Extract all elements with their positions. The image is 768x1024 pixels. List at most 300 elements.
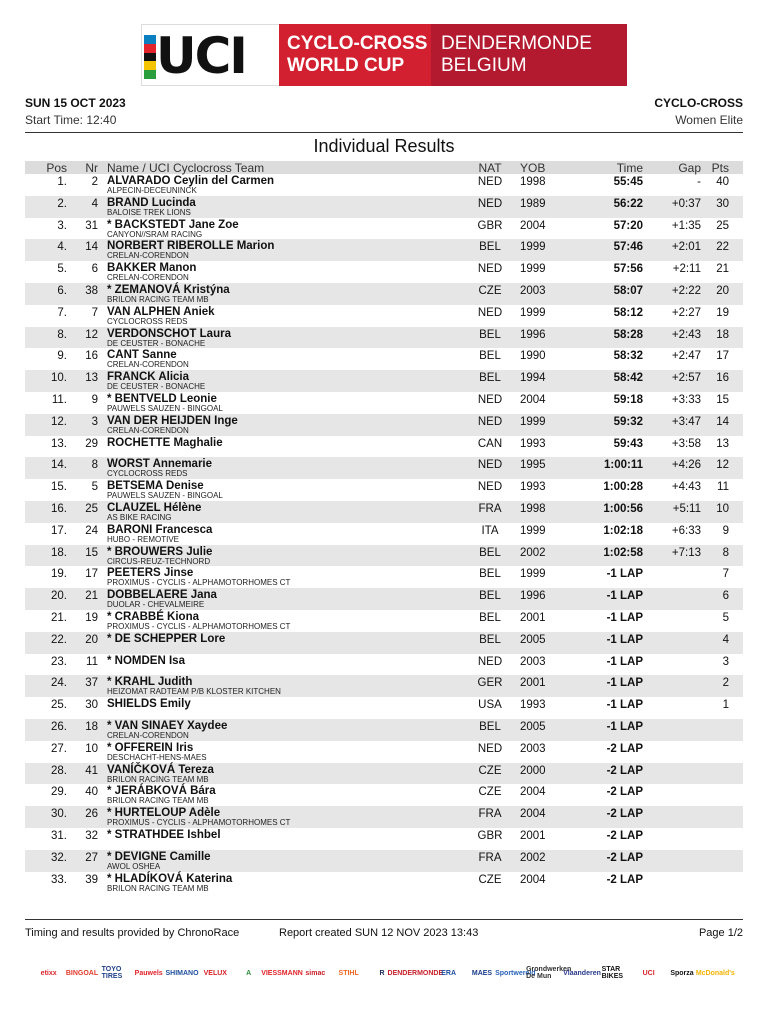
sponsor-logo: DENDERMONDE	[387, 969, 444, 977]
rider-name: * BROUWERS Julie	[107, 545, 213, 558]
rider-name: CANT Sanne	[107, 349, 177, 362]
result-time: 58:12	[613, 306, 643, 319]
result-gap: +2:57	[671, 372, 701, 385]
rider-name: BARONI Francesca	[107, 523, 213, 536]
uci-logo	[141, 24, 279, 86]
result-bib: 4	[91, 197, 98, 210]
result-time: -2 LAP	[606, 764, 643, 777]
result-time: -1 LAP	[606, 568, 643, 581]
result-pos: 26.	[51, 720, 67, 733]
sponsor-logo: McDonald's	[695, 969, 735, 977]
table-row	[25, 479, 743, 501]
result-pos: 20.	[51, 590, 67, 603]
table-row	[25, 348, 743, 370]
result-bib: 24	[85, 524, 98, 537]
result-pts: 40	[716, 176, 729, 188]
rider-name: * JERÁBKOVÁ Bára	[107, 785, 216, 798]
result-bib: 12	[85, 328, 98, 341]
result-bib: 13	[85, 372, 98, 385]
rider-name: * HLADÍKOVÁ Katerina	[107, 872, 233, 885]
result-nat: NED	[477, 481, 503, 494]
result-yob: 2002	[520, 546, 546, 559]
col-pos: Pos	[46, 161, 67, 175]
result-pos: 29.	[51, 786, 67, 799]
table-row	[25, 327, 743, 349]
table-row	[25, 392, 743, 414]
table-row	[25, 828, 743, 850]
timing-provider: Timing and results provided by ChronoRace	[25, 927, 240, 939]
result-bib: 15	[85, 546, 98, 559]
result-nat: NED	[477, 459, 503, 472]
result-yob: 2002	[520, 851, 546, 864]
result-yob: 2000	[520, 764, 546, 777]
result-nat: NED	[477, 306, 503, 319]
result-time: 55:45	[613, 176, 643, 188]
stripe-1	[144, 44, 156, 53]
result-gap: -	[697, 176, 701, 188]
result-yob: 1999	[520, 415, 546, 428]
result-nat: ITA	[481, 524, 499, 537]
result-yob: 2005	[520, 633, 546, 646]
rider-name: ROCHETTE Maghalie	[107, 436, 223, 449]
stripe-2	[144, 53, 156, 62]
result-bib: 37	[85, 677, 98, 690]
table-row	[25, 436, 743, 458]
result-bib: 29	[85, 437, 98, 450]
result-time: 58:28	[613, 328, 643, 341]
team-name: CRELAN-CORENDON	[107, 730, 189, 740]
result-yob: 1993	[520, 699, 546, 712]
result-pos: 23.	[51, 655, 67, 668]
result-time: -2 LAP	[606, 873, 643, 886]
sponsor-logo: etixx	[40, 969, 57, 977]
report-created: Report created SUN 12 NOV 2023 13:43	[279, 927, 479, 939]
result-pos: 14.	[51, 459, 67, 472]
team-name: DUOLAR - CHEVALMEIRE	[107, 600, 205, 610]
result-nat: NED	[477, 415, 503, 428]
team-name: PROXIMUS - CYCLIS - ALPHAMOTORHOMES CT	[107, 818, 291, 828]
col-gap: Gap	[678, 161, 701, 175]
table-row	[25, 610, 743, 632]
result-time: -1 LAP	[606, 611, 643, 624]
team-name: BRILON RACING TEAM MB	[107, 774, 209, 784]
result-yob: 1998	[520, 502, 546, 515]
rider-name: ALVARADO Ceylin del Carmen	[107, 175, 274, 187]
result-pos: 19.	[51, 568, 67, 581]
result-time: 1:00:56	[603, 502, 643, 515]
result-gap: +0:37	[671, 197, 701, 210]
table-row	[25, 654, 743, 676]
team-name: AWOL OSHEA	[107, 861, 161, 871]
result-bib: 11	[86, 655, 98, 668]
table-row	[25, 675, 743, 697]
sponsor-logo: MAES	[471, 969, 493, 977]
table-row	[25, 174, 743, 196]
result-pos: 18.	[51, 546, 67, 559]
sponsor-logo: Grondwerken De Mun	[526, 966, 572, 980]
team-name: CANYON//SRAM RACING	[107, 229, 203, 239]
table-row	[25, 261, 743, 283]
rider-name: * DEVIGNE Camille	[107, 850, 211, 863]
result-pos: 1.	[57, 176, 67, 188]
table-row	[25, 523, 743, 545]
sponsor-logos	[35, 962, 735, 988]
discipline: CYCLO-CROSS	[654, 96, 743, 110]
result-pos: 32.	[51, 851, 67, 864]
table-row	[25, 239, 743, 261]
result-pts: 11	[717, 481, 729, 494]
result-time: 57:56	[613, 263, 643, 276]
result-gap: +2:22	[671, 284, 701, 297]
result-pos: 22.	[51, 633, 67, 646]
team-name: CYCLOCROSS REDS	[107, 316, 188, 326]
result-gap: +4:26	[671, 459, 701, 472]
rider-name: BETSEMA Denise	[107, 480, 204, 493]
team-name: DE CEUSTER - BONACHE	[107, 382, 206, 392]
result-bib: 18	[85, 720, 98, 733]
result-bib: 2	[91, 176, 98, 188]
result-pos: 33.	[51, 873, 67, 886]
result-pts: 21	[716, 263, 729, 276]
table-row	[25, 741, 743, 763]
team-name: HUBO - REMOTIVE	[107, 534, 180, 544]
footer-divider	[25, 919, 743, 920]
page-number: Page 1/2	[698, 927, 743, 939]
rider-name: VAN DER HEIJDEN Inge	[107, 414, 238, 427]
result-yob: 2004	[520, 219, 546, 232]
result-bib: 27	[85, 851, 98, 864]
result-pts: 16	[716, 372, 729, 385]
result-bib: 25	[85, 502, 98, 515]
result-yob: 1999	[520, 241, 546, 254]
result-bib: 16	[85, 350, 98, 363]
table-row	[25, 218, 743, 240]
result-yob: 1993	[520, 481, 546, 494]
event-banner	[141, 24, 627, 86]
race-date: SUN 15 OCT 2023	[25, 96, 126, 110]
team-name: CRELAN-CORENDON	[107, 425, 189, 435]
result-time: -1 LAP	[606, 699, 643, 712]
result-bib: 30	[85, 699, 98, 712]
result-yob: 1996	[520, 328, 546, 341]
result-yob: 1999	[520, 306, 546, 319]
results-table	[25, 174, 743, 893]
team-name: DE CEUSTER - BONACHE	[107, 338, 206, 348]
rider-name: VANÍČKOVÁ Tereza	[107, 763, 214, 776]
result-nat: NED	[477, 393, 503, 406]
rider-name: * ZEMANOVÁ Kristýna	[107, 283, 230, 296]
sponsor-logo: Sporza	[670, 969, 694, 977]
sponsor-logo: ERA	[441, 969, 457, 977]
sponsor-logo: STIHL	[338, 969, 359, 977]
result-nat: FRA	[478, 808, 502, 821]
result-pos: 13.	[51, 437, 67, 450]
table-row	[25, 370, 743, 392]
team-name: PAUWELS SAUZEN - BINGOAL	[107, 491, 223, 501]
table-row	[25, 457, 743, 479]
result-nat: BEL	[479, 568, 501, 581]
category: Women Elite	[675, 113, 743, 127]
result-nat: BEL	[479, 546, 501, 559]
result-time: 56:22	[613, 197, 643, 210]
result-time: -2 LAP	[606, 851, 643, 864]
result-yob: 2004	[520, 786, 546, 799]
result-yob: 1998	[520, 176, 546, 188]
result-nat: NED	[477, 742, 503, 755]
event-name	[279, 24, 431, 86]
result-time: 59:32	[613, 415, 643, 428]
result-time: 59:43	[613, 437, 643, 450]
result-bib: 21	[85, 590, 98, 603]
result-pos: 27.	[51, 742, 67, 755]
result-pts: 3	[722, 655, 729, 668]
result-bib: 41	[85, 764, 98, 777]
result-nat: FRA	[478, 502, 502, 515]
result-pos: 15.	[51, 481, 67, 494]
table-row	[25, 806, 743, 828]
result-pos: 17.	[51, 524, 67, 537]
page-title: Individual Results	[313, 136, 455, 156]
team-name: ALPECIN-DECEUNINCK	[107, 186, 197, 195]
result-bib: 10	[85, 742, 98, 755]
uci-logo-text: UCI	[156, 27, 246, 85]
sponsor-logo: BINGOAL	[65, 969, 99, 977]
rider-name: NORBERT RIBEROLLE Marion	[107, 240, 275, 253]
result-pos: 16.	[51, 502, 67, 515]
result-pos: 2.	[57, 197, 67, 210]
result-time: -1 LAP	[606, 590, 643, 603]
result-time: -2 LAP	[606, 786, 643, 799]
col-yob: YOB	[520, 161, 546, 175]
result-gap: +2:01	[671, 241, 701, 254]
stripe-4	[144, 70, 156, 79]
result-time: 59:18	[613, 393, 643, 406]
result-gap: +2:11	[672, 263, 701, 276]
result-nat: BEL	[479, 611, 501, 624]
sponsor-logo: Sportwereld	[495, 969, 536, 977]
result-yob: 1994	[520, 372, 546, 385]
result-pts: 19	[716, 306, 729, 319]
result-yob: 1995	[520, 459, 546, 472]
event-location	[431, 24, 627, 86]
result-bib: 3	[91, 415, 98, 428]
event-line-2: WORLD CUP	[287, 55, 405, 76]
start-time: Start Time: 12:40	[25, 113, 117, 127]
result-pts: 10	[716, 502, 729, 515]
result-yob: 2004	[520, 393, 546, 406]
result-bib: 8	[91, 459, 98, 472]
result-pos: 5.	[57, 263, 67, 276]
team-name: CRELAN-CORENDON	[107, 251, 189, 261]
rider-name: WORST Annemarie	[107, 458, 213, 471]
result-time: 1:00:11	[603, 459, 643, 472]
result-pts: 14	[716, 415, 729, 428]
result-time: -2 LAP	[606, 829, 643, 842]
sponsor-logo: STAR BIKES	[601, 966, 624, 980]
sponsor-logo: Vlaanderen	[563, 969, 601, 977]
result-nat: BEL	[479, 328, 501, 341]
sponsor-logo: UCI	[642, 969, 655, 977]
result-gap: +3:33	[671, 393, 701, 406]
table-row	[25, 588, 743, 610]
result-pts: 13	[716, 437, 729, 450]
col-time: Time	[616, 161, 643, 175]
rider-name: * KRAHL Judith	[107, 676, 193, 689]
result-yob: 2004	[520, 808, 546, 821]
team-name: CRELAN-CORENDON	[107, 273, 189, 283]
result-yob: 1996	[520, 590, 546, 603]
result-nat: FRA	[478, 851, 502, 864]
table-row	[25, 719, 743, 741]
team-name: PROXIMUS - CYCLIS - ALPHAMOTORHOMES CT	[107, 578, 291, 588]
result-yob: 1993	[520, 437, 546, 450]
result-nat: CZE	[478, 873, 502, 886]
result-time: 57:46	[613, 241, 643, 254]
result-nat: BEL	[479, 350, 501, 363]
result-bib: 26	[85, 808, 98, 821]
rider-name: BAKKER Manon	[107, 262, 197, 275]
result-bib: 7	[91, 306, 98, 319]
result-pts: 6	[722, 590, 729, 603]
result-nat: NED	[477, 263, 503, 276]
result-pts: 18	[716, 328, 729, 341]
result-pos: 12.	[51, 415, 67, 428]
rider-name: * OFFEREIN Iris	[107, 741, 194, 754]
result-yob: 2001	[520, 677, 546, 690]
rider-name: * HURTELOUP Adèle	[107, 807, 221, 820]
rainbow-stripes	[144, 35, 156, 79]
header-divider	[25, 132, 743, 133]
result-pos: 21.	[51, 611, 67, 624]
result-bib: 20	[85, 633, 98, 646]
result-nat: USA	[478, 699, 502, 712]
result-gap: +3:47	[671, 415, 701, 428]
stripe-3	[144, 61, 156, 70]
result-pts: 5	[722, 611, 729, 624]
result-nat: CZE	[478, 786, 502, 799]
team-name: CRELAN-CORENDON	[107, 360, 189, 370]
table-row	[25, 196, 743, 218]
result-pts: 7	[722, 568, 729, 581]
result-pts: 8	[722, 546, 729, 559]
result-bib: 40	[85, 786, 98, 799]
sponsor-logo: VELUX	[203, 969, 227, 977]
table-row	[25, 414, 743, 436]
team-name: HEIZOMAT RADTEAM P/B KLOSTER KITCHEN	[107, 687, 281, 697]
result-bib: 19	[85, 611, 98, 624]
result-time: -1 LAP	[606, 655, 643, 668]
result-time: 58:07	[613, 284, 643, 297]
result-nat: CZE	[478, 284, 502, 297]
result-time: -2 LAP	[606, 742, 643, 755]
result-nat: BEL	[479, 633, 501, 646]
result-gap: +1:35	[671, 219, 701, 232]
result-time: -1 LAP	[606, 677, 643, 690]
result-time: 1:02:18	[603, 524, 643, 537]
result-nat: CZE	[478, 764, 502, 777]
table-row	[25, 283, 743, 305]
result-pos: 4.	[57, 241, 67, 254]
rider-name: PEETERS Jinse	[107, 567, 194, 580]
sponsor-logo: simac	[305, 969, 326, 977]
result-pos: 24.	[51, 677, 67, 690]
result-time: -1 LAP	[606, 633, 643, 646]
result-yob: 2005	[520, 720, 546, 733]
rider-name: FRANCK Alicia	[107, 371, 189, 384]
result-time: -1 LAP	[606, 720, 643, 733]
result-bib: 14	[85, 241, 98, 254]
result-nat: GBR	[477, 829, 503, 842]
col-nr: Nr	[85, 161, 98, 175]
result-nat: CAN	[477, 437, 503, 450]
table-row	[25, 850, 743, 872]
result-yob: 1990	[520, 350, 546, 363]
rider-name: * CRABBÉ Kiona	[107, 610, 200, 623]
result-bib: 38	[85, 284, 98, 297]
rider-name: VERDONSCHOT Laura	[107, 327, 231, 340]
result-gap: +2:27	[671, 306, 701, 319]
result-pos: 31.	[51, 829, 67, 842]
sponsor-logo: SHIMANO	[165, 969, 199, 977]
table-row	[25, 632, 743, 654]
sponsor-logo: R	[379, 969, 385, 977]
rider-name: * NOMDEN Isa	[107, 654, 185, 667]
col-name: Name / UCI Cyclocross Team	[107, 161, 265, 175]
result-pts: 22	[716, 241, 729, 254]
result-pos: 6.	[57, 284, 67, 297]
team-name: CIRCUS-REUZ-TECHNORD	[107, 556, 211, 566]
result-pos: 7.	[57, 306, 67, 319]
team-name: PAUWELS SAUZEN - BINGOAL	[107, 403, 223, 413]
result-bib: 39	[85, 873, 98, 886]
result-yob: 2001	[520, 829, 546, 842]
result-gap: +6:33	[671, 524, 701, 537]
result-pos: 11.	[51, 393, 67, 406]
result-nat: NED	[477, 176, 503, 188]
result-yob: 1999	[520, 263, 546, 276]
result-pos: 30.	[51, 808, 67, 821]
location-line-2: BELGIUM	[441, 55, 527, 76]
result-gap: +2:47	[671, 350, 701, 363]
result-time: 1:02:58	[603, 546, 643, 559]
result-pos: 9.	[57, 350, 67, 363]
sponsor-logo: VIESSMANN	[261, 969, 303, 977]
result-yob: 2003	[520, 284, 546, 297]
result-bib: 5	[91, 481, 98, 494]
result-yob: 2004	[520, 873, 546, 886]
result-pos: 25.	[51, 699, 67, 712]
results-table-header	[25, 161, 743, 174]
result-pts: 20	[716, 284, 729, 297]
result-pts: 30	[716, 197, 729, 210]
result-pos: 28.	[51, 764, 67, 777]
rider-name: CLAUZEL Hélène	[107, 501, 202, 514]
result-nat: NED	[477, 197, 503, 210]
rider-name: * STRATHDEE Ishbel	[107, 828, 221, 841]
table-row	[25, 763, 743, 785]
result-time: 58:32	[613, 350, 643, 363]
result-nat: BEL	[479, 720, 501, 733]
result-gap: +2:43	[671, 328, 701, 341]
result-pts: 1	[722, 699, 729, 712]
result-pos: 10.	[51, 372, 67, 385]
event-line-1: CYCLO-CROSS	[287, 33, 428, 54]
rider-name: * VAN SINAEY Xaydee	[107, 719, 228, 732]
result-yob: 2001	[520, 611, 546, 624]
result-time: 58:42	[613, 372, 643, 385]
rider-name: VAN ALPHEN Aniek	[107, 305, 215, 318]
team-name: BRILON RACING TEAM MB	[107, 883, 209, 893]
